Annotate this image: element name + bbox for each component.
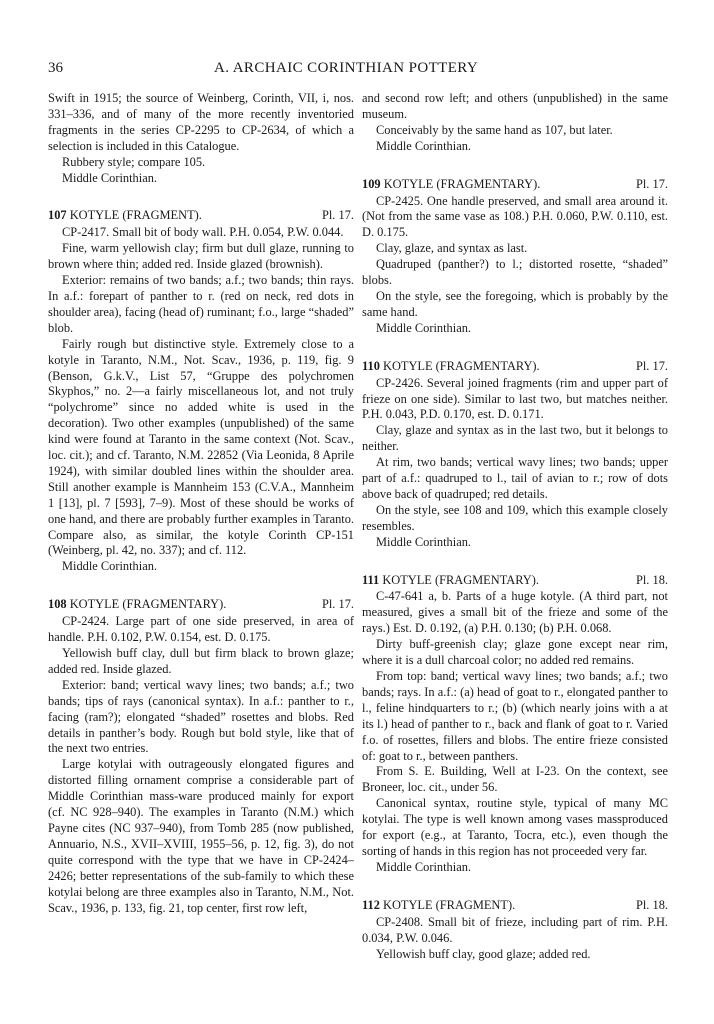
plate-reference: Pl. 17. (321, 208, 354, 223)
entry-heading (48, 597, 354, 613)
continuation-paragraph: Middle Corinthian. (376, 138, 471, 153)
plate-reference: Pl. 17. (635, 358, 668, 373)
right-column (362, 91, 668, 962)
entry-number: 110 (362, 358, 380, 373)
entry-title-text: KOTYLE (FRAGMENT). (383, 897, 516, 912)
entry-heading (362, 177, 668, 193)
entry-paragraph: Canonical syntax, routine style, typical of many MC kotylai. The type is well known among vases massproduced for export (e.g., at Taranto, Tocra, etc.), even though the sorting of hands in this region has not proceeded very far. (362, 796, 668, 858)
entry-title (362, 573, 539, 589)
entry-paragraph: Fairly rough but distinctive style. Extremely close to a kotyle in Taranto, N.M., Not. Scav., 1936, p. 119, fig. 9 (Benson, G.k.V., List 57, “Gruppe des polychromen Skyphos,” no. 2—a fairly miscellaneous lot, and not truly “polychrome” since no added white is used in the decoration). Two other examples (unpublished) of the same kind were found at Taranto in the same context (Not. Scav., loc. cit.); and cf. Taranto, N.M. 22852 (Via Leonida, 8 Aprile 1924), with similar doubled lines within the shoulder area. Still another example is Mannheim 153 (C.V.A., Mannheim 1 [13], pl. 7 [593], 7–9). Most of these should be works of one hand, and there are probably further examples in Taranto. Compare also, as similar, the kotyle Corinth CP-151 (Weinberg, pl. 42, no. 337); and cf. 112. (48, 336, 354, 558)
entry-paragraph: On the style, see 108 and 109, which this example closely resembles. (362, 502, 668, 533)
entry-title (362, 359, 540, 375)
entry-heading (362, 359, 668, 375)
entry-paragraph: Yellowish buff clay, dull but firm black to brown glaze; added red. Inside glazed. (48, 646, 354, 676)
entry-paragraph: Exterior: band; vertical wavy lines; two bands; a.f.; two bands; tips of rays (canonical syntax). In a.f.: panther to r., facing (ram?); elongated “shaded” rosettes and blobs. Red details in panther’s body. Rough but bold style, like that of the next two entries. (48, 677, 354, 756)
entry-paragraph: CP-2425. One handle preserved, and small area around it. (Not from the same vase as 108.) P.H. 0.060, P.W. 0.110, est. D. 0.175. (362, 193, 668, 240)
entry-paragraph: Fine, warm yellowish clay; firm but dull glaze, running to brown where thin; added red. Inside glazed (brownish). (48, 241, 354, 272)
entry-paragraph: CP-2408. Small bit of frieze, including part of rim. P.H. 0.034, P.W. 0.046. (362, 914, 668, 945)
entry-heading (362, 573, 668, 589)
continuation-paragraph: Middle Corinthian. (62, 170, 157, 185)
plate-reference: Pl. 17. (321, 597, 354, 612)
catalogue-entry-111 (362, 573, 668, 876)
entry-paragraph: Quadruped (panther?) to l.; distorted rosette, “shaded” blobs. (362, 257, 668, 288)
entry-number: 109 (362, 176, 381, 191)
entry-paragraph: CP-2424. Large part of one side preserved, in area of handle. P.H. 0.102, P.W. 0.154, est. D. 0.175. (48, 614, 354, 645)
plate-reference: Pl. 18. (635, 572, 668, 587)
entry-title (362, 898, 515, 914)
entry-paragraph: Exterior: remains of two bands; a.f.; two bands; thin rays. In a.f.: forepart of panther to r. (red on neck, red dots in shoulder area), facing (head of) ruminant; f.o., large “shaded” blob. (48, 273, 354, 335)
entry-paragraph: Clay, glaze and syntax as in the last two, but it belongs to neither. (362, 423, 668, 454)
entry-title-text: KOTYLE (FRAGMENTARY). (382, 572, 539, 587)
entry-paragraph: Yellowish buff clay, good glaze; added red. (376, 946, 591, 961)
entry-title (48, 208, 202, 224)
entry-heading (48, 208, 354, 224)
plate-reference: Pl. 18. (635, 897, 668, 912)
entry-paragraph: Dirty buff-greenish clay; glaze gone except near rim, where it is a dull charcoal color; no added red remains. (362, 637, 668, 668)
plate-reference: Pl. 17. (635, 176, 668, 191)
catalogue-entry-107 (48, 208, 354, 575)
running-title: A. ARCHAIC CORINTHIAN POTTERY (214, 60, 479, 76)
continuation-paragraph: Rubbery style; compare 105. (62, 154, 206, 169)
entry-paragraph: From S. E. Building, Well at I-23. On the context, see Broneer, loc. cit., under 56. (362, 764, 668, 795)
entry-heading (362, 898, 668, 914)
entry-paragraph: Large kotylai with outrageously elongated figures and distorted filling ornament comprise a considerable part of Middle Corinthian mass-ware produced mainly for export (cf. NC 928–940). The examples in Taranto (N.M.) which Payne cites (NC 937–940), from Tomb 285 (now published, Annuario, N.S., XVII–XVIII, 1955–56, p. 12, fig. 3), do not quite correspond with the type that we have in CP-2424–2426; better representations of the sub-family to which these kotylai belong are three examples also in Taranto, N.M., Not. Scav., 1936, p. 133, fig. 21, top center, first row left, (48, 757, 354, 915)
entry-paragraph: Middle Corinthian. (376, 859, 471, 874)
entry-paragraph: CP-2426. Several joined fragments (rim and upper part of frieze on one side). Similar to last two, but matches neither. P.H. 0.043, P.D. 0.170, est. D. 0.171. (362, 375, 668, 422)
continuation-paragraph: Swift in 1915; the source of Weinberg, Corinth, VII, i, nos. 331–336, and of many of the more recently inventoried fragments in the series CP-2295 to CP-2634, of which a selection is included in this Catalogue. (48, 91, 354, 153)
entry-number: 112 (362, 897, 380, 912)
entry-paragraph: CP-2417. Small bit of body wall. P.H. 0.054, P.W. 0.044. (62, 225, 344, 240)
entry-paragraph: Middle Corinthian. (376, 534, 471, 549)
entry-title-text: KOTYLE (FRAGMENT). (69, 208, 202, 223)
catalogue-entry-112 (362, 898, 668, 963)
catalogue-entry-110 (362, 359, 668, 551)
entry-number: 111 (362, 572, 380, 587)
entry-title-text: KOTYLE (FRAGMENTARY). (69, 597, 227, 612)
continuation-paragraph: and second row left; and others (unpublished) in the same museum. (362, 91, 668, 121)
catalogue-entry-109 (362, 177, 668, 337)
entry-title (48, 597, 226, 613)
entry-paragraph: From top: band; vertical wavy lines; two bands; a.f.; two bands; rays. In a.f.: (a) head of goat to r., elongated panther to l., feline hindquarters to r.; (b) (which nearly joins with a at its l.) head of panther to r., back and flank of goat to r. Varied f.o. of rosettes, fillers and blobs. The entire frieze consisted of: goat to r., between panthers. (362, 669, 668, 763)
entry-number: 108 (48, 597, 67, 612)
entry-paragraph: On the style, see the foregoing, which is probably by the same hand. (362, 288, 668, 319)
entry-title-text: KOTYLE (FRAGMENTARY). (383, 358, 540, 373)
page-number: 36 (48, 60, 63, 76)
catalogue-entry-108 (48, 597, 354, 916)
entry-paragraph: Clay, glaze, and syntax as last. (376, 241, 528, 256)
entry-paragraph: At rim, two bands; vertical wavy lines; two bands; upper part of a.f.: quadruped to l., tail of avian to r.; row of dots above back of quadruped; red details. (362, 455, 668, 501)
entry-title (362, 177, 540, 193)
entry-title-text: KOTYLE (FRAGMENTARY). (383, 176, 541, 191)
entry-paragraph: C-47-641 a, b. Parts of a huge kotyle. (A third part, not measured, gives a small bit of the frieze and some of the rays.) Est. D. 0.192, (a) P.H. 0.130; (b) P.H. 0.068. (362, 589, 668, 636)
continuation-paragraph: Conceivably by the same hand as 107, but later. (376, 122, 613, 137)
left-column (48, 91, 354, 916)
entry-paragraph: Middle Corinthian. (376, 320, 471, 335)
entry-number: 107 (48, 208, 67, 223)
entry-paragraph: Middle Corinthian. (62, 559, 157, 574)
